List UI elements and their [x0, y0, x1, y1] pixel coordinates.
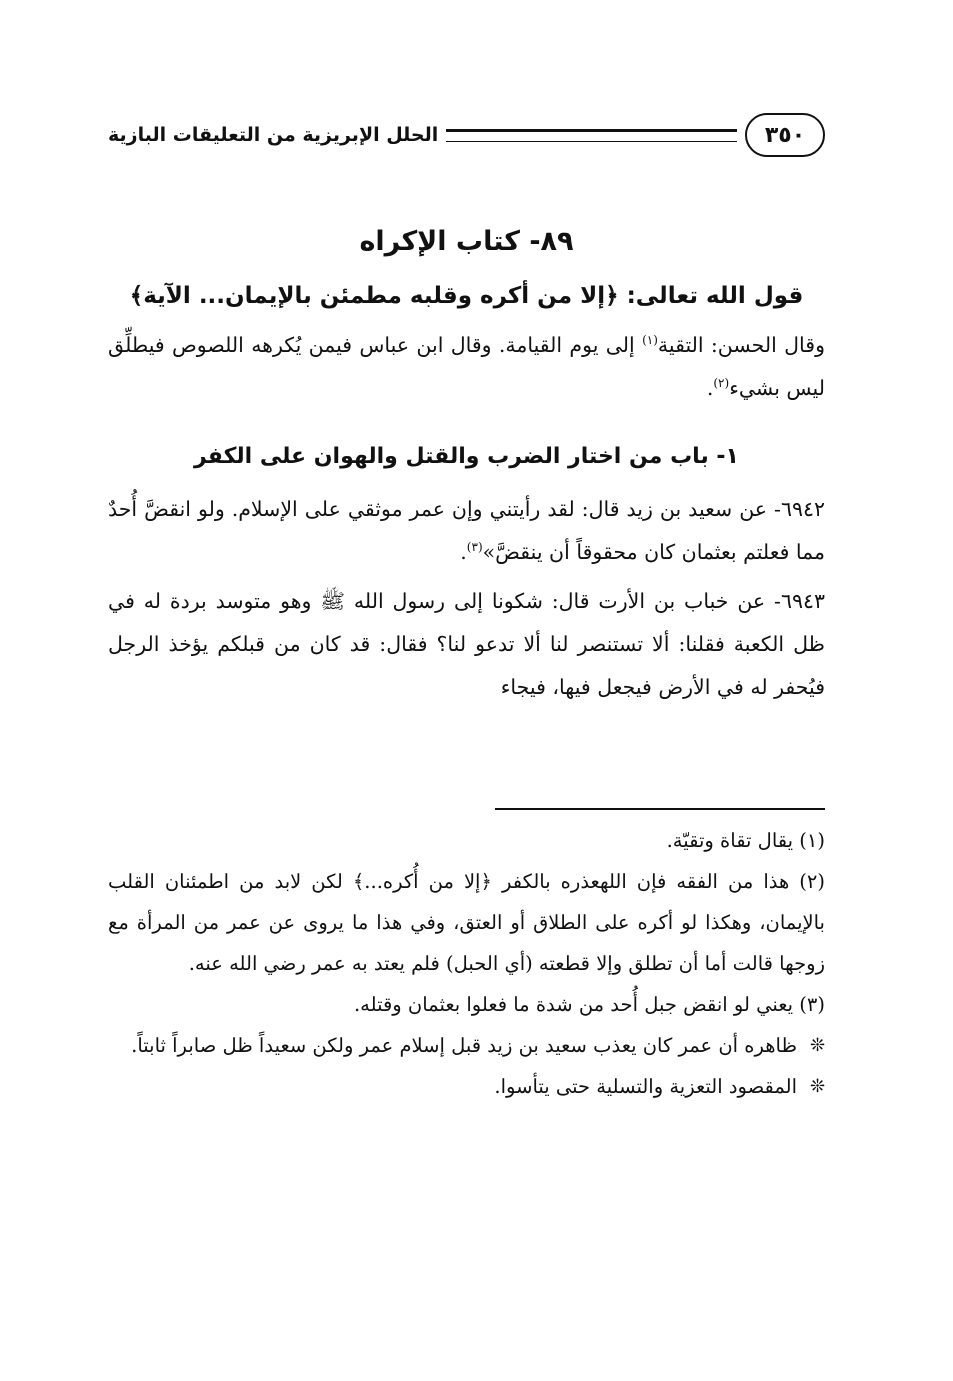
- intro-text-3: .: [706, 376, 714, 400]
- footnote-separator: [495, 808, 825, 810]
- bullet-note-text: المقصود التعزية والتسلية حتى يتأسوا.: [494, 1075, 797, 1098]
- main-text: [108, 222, 825, 709]
- running-header: [108, 110, 825, 160]
- footnote-ref-3[interactable]: (٣): [466, 540, 483, 555]
- asterisk-icon: ❊: [809, 1076, 825, 1097]
- footnote-ref-2[interactable]: (٢): [713, 376, 730, 391]
- footnote-3: (٣) يعني لو انقض جبل أُحد من شدة ما فعلوا بعثمان وقتله.: [353, 993, 825, 1016]
- section-heading: ١- باب من اختار الضرب والقتل والهوان على الكفر: [194, 444, 739, 469]
- hadith-6943: ٦٩٤٣- عن خباب بن الأرت قال: شكونا إلى رسول الله ﷺ وهو متوسد بردة له في ظل الكعبة فقلنا: ألا تستنصر لنا ألا تدعو لنا؟ فقال: قد كان من قبلكم يؤخذ الرجل فيُحفر له في الأرض فيجعل فيها، فيجاء: [108, 589, 825, 699]
- footnotes: [108, 820, 825, 1107]
- verse-heading: قول الله تعالى: ﴿إلا من أكره وقلبه مطمئن بالإيمان... الآية﴾: [129, 283, 804, 309]
- bullet-note-1: [108, 1025, 825, 1066]
- intro-text-2: إلى يوم القيامة. وقال ابن عباس فيمن يُكرهه اللصوص فيطلِّق ليس بشيء: [108, 333, 825, 400]
- hadith-6942: [108, 488, 825, 574]
- header-rule: [446, 129, 737, 142]
- bullet-note-text: ظاهره أن عمر كان يعذب سعيد بن زيد قبل إسلام عمر ولكن سعيداً ظل صابراً ثابتاً.: [131, 1034, 797, 1057]
- asterisk-icon: ❊: [809, 1035, 825, 1056]
- footnote-1: (١) يقال تقاة وتقيّة.: [666, 829, 825, 852]
- footnote-ref-1[interactable]: (١): [642, 333, 658, 348]
- hadith-6942-end: .: [460, 540, 467, 564]
- running-title: الحلل الإبريزية من التعليقات البازية: [108, 124, 439, 146]
- bullet-note-2: [108, 1066, 825, 1107]
- intro-paragraph: [108, 324, 825, 410]
- page-number: ٣٥٠: [745, 113, 825, 157]
- intro-text-1: وقال الحسن: التقية: [657, 333, 826, 357]
- chapter-title: ٨٩- كتاب الإكراه: [359, 226, 574, 257]
- footnote-2: (٢) هذا من الفقه فإن اللهعذره بالكفر ﴿إلا من أُكره...﴾ لكن لابد من اطمئنان القلب بالإيمان، وهكذا لو أكره على الطلاق أو العتق، وفي هذا ما يروى عن عمر من المرأة مع زوجها قالت أما أن تطلق وإلا قطعته (أي الحبل) فلم يعتد به عمر رضي الله عنه.: [108, 870, 825, 975]
- hadith-6942-text: ٦٩٤٢- عن سعيد بن زيد قال: لقد رأيتني وإن عمر موثقي على الإسلام. ولو انقضَّ أُحدٌ مما فعلتم بعثمان كان محقوقاً أن ينقضَّ»: [108, 497, 825, 564]
